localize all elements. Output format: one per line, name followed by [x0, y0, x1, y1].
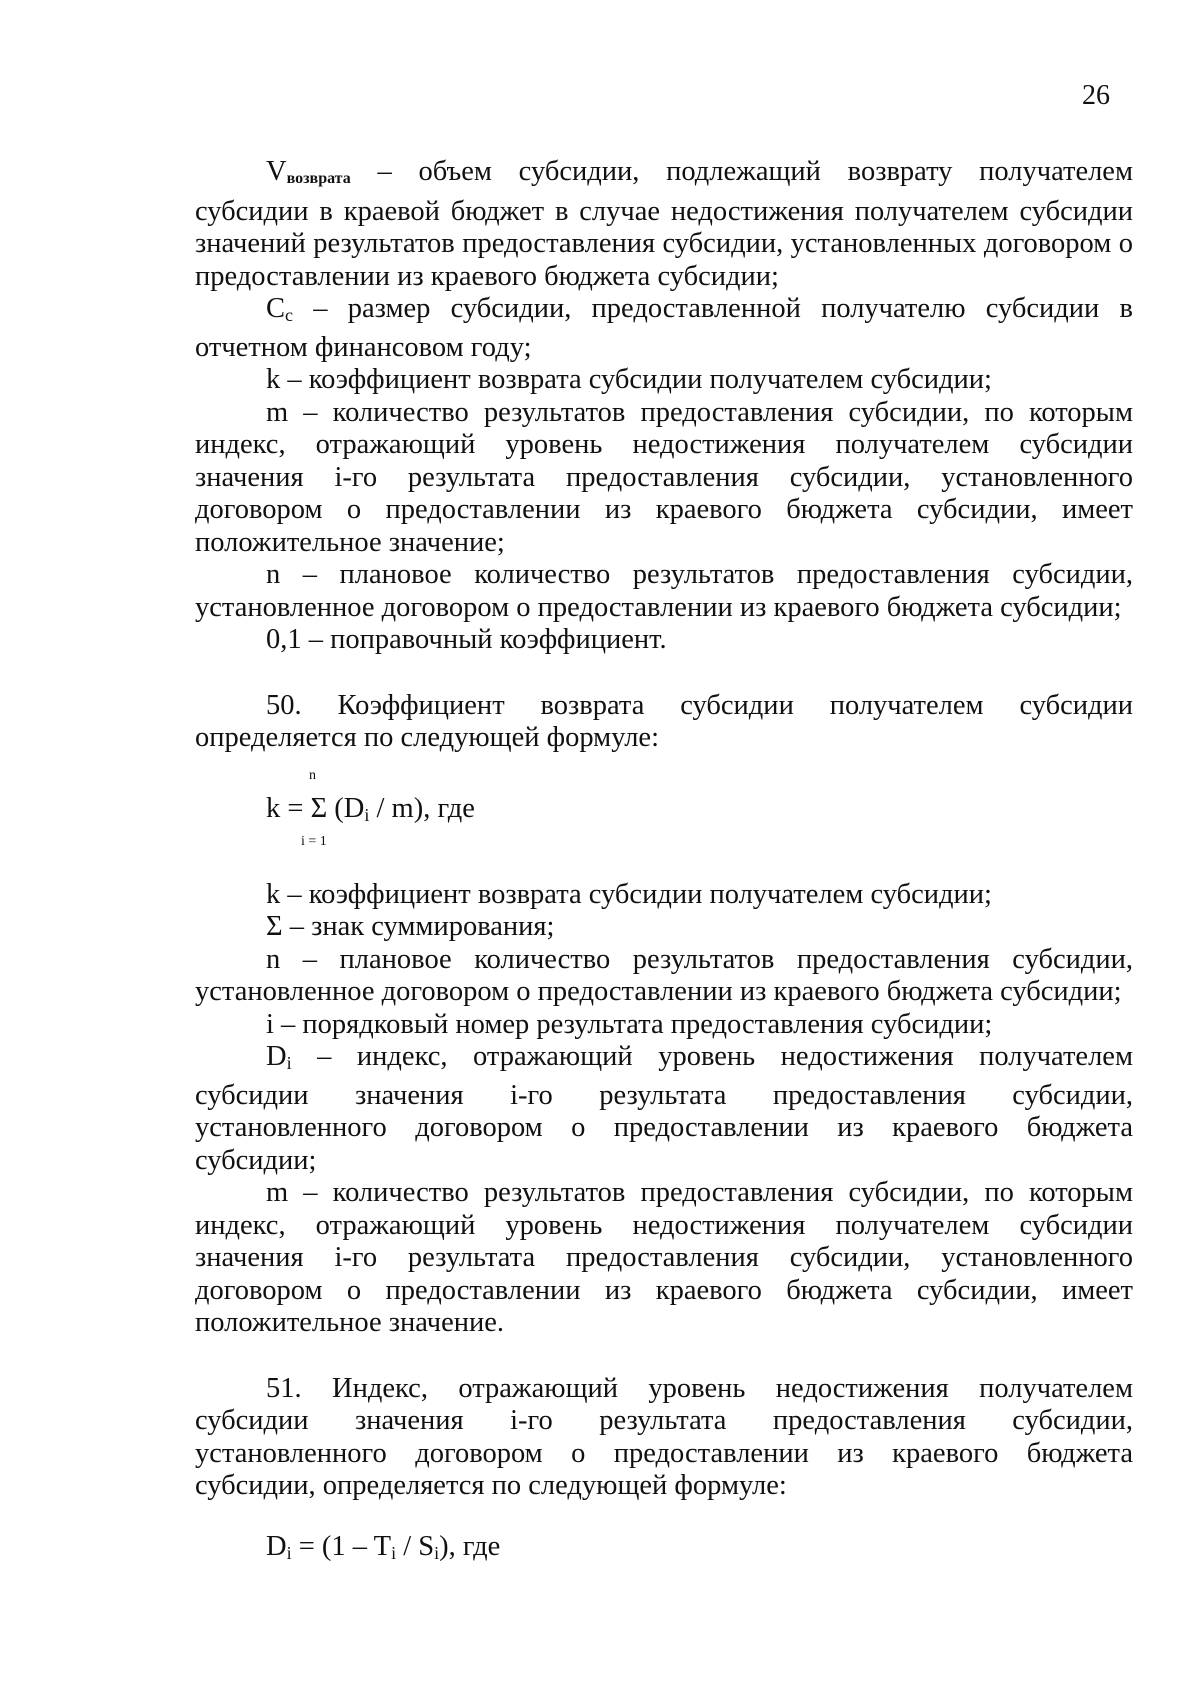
definition-correction-factor: 0,1 – поправочный коэффициент. — [266, 624, 667, 655]
subscript-di: i — [286, 1053, 292, 1073]
definition-di — [195, 1041, 1133, 1177]
definition-v-return-text: – объем субсидии, подлежащий возврату получателем субсидии в краевой бюджет в случае недостижения получателем субсидии значений результатов предоставления субсидии, установленных договором о предоставлении из краевого бюджета субсидии; — [195, 156, 1133, 292]
definition-cc — [195, 293, 1133, 364]
formula-k-lhs: k = Σ (D — [266, 792, 365, 824]
formula-k-rhs: / m), где — [369, 792, 475, 824]
symbol-d: D — [266, 1041, 287, 1072]
definition-di-text: – индекс, отражающий уровень недостижения получателем субсидии значения i-го результата предоставления субсидии, установленного договором о предоставлении из краевого бюджета субсидии; — [195, 1041, 1133, 1176]
definition-m: m – количество результатов предоставления субсидии, по которым индекс, отражающий уровень недостижения получателем субсидии значения i-го результата предоставления субсидии, установленного договором о предоставлении из краевого бюджета субсидии, имеет положительное значение; — [195, 396, 1133, 558]
subscript-return: возврата — [286, 170, 351, 187]
paragraph-50: 50. Коэффициент возврата субсидии получателем субсидии определяется по следующей формуле: — [195, 689, 1133, 753]
definition-k-2: k – коэффициент возврата субсидии получателем субсидии; — [266, 878, 992, 910]
symbol-c: C — [266, 293, 286, 324]
definition-k: k – коэффициент возврата субсидии получателем субсидии; — [266, 364, 992, 395]
symbol-v: V — [266, 156, 287, 187]
definition-cc-text: – размер субсидии, предоставленной получателю субсидии в отчетном финансовом году; — [195, 293, 1133, 363]
definition-m-2: m – количество результатов предоставления субсидии, по которым индекс, отражающий уровень недостижения получателем субсидии значения i-го результата предоставления субсидии, установленного договором о предоставлении из краевого бюджета субсидии, имеет положительное значение. — [195, 1177, 1133, 1338]
sum-lower-limit: i = 1 — [301, 833, 327, 849]
formula-k — [195, 769, 1133, 855]
definition-v-return — [195, 156, 1133, 293]
definition-n: n – плановое количество результатов предоставления субсидии, установленное договором о предоставлении из краевого бюджета субсидии; — [195, 559, 1133, 623]
paragraph-51: 51. Индекс, отражающий уровень недостижения получателем субсидии значения i-го результата предоставления субсидии, установленного договором о предоставлении из краевого бюджета субсидии, определяется по следующей формуле: — [195, 1372, 1133, 1501]
document-body — [195, 156, 1133, 1569]
subscript-c: c — [285, 305, 294, 325]
page-number: 26 — [1082, 80, 1110, 111]
formula-d: Di = (1 – Ti / Si), где — [266, 1530, 501, 1563]
definition-sigma: Σ – знак суммирования; — [266, 911, 555, 942]
sum-upper-limit: n — [309, 767, 316, 783]
formula-k-main — [266, 793, 475, 832]
definition-n-2: n – плановое количество результатов предоставления субсидии, установленное договором о предоставлении из краевого бюджета субсидии; — [195, 943, 1133, 1007]
definition-i: i – порядковый номер результата предоставления субсидии; — [266, 1008, 993, 1040]
formula-k-sub: i — [364, 804, 370, 825]
